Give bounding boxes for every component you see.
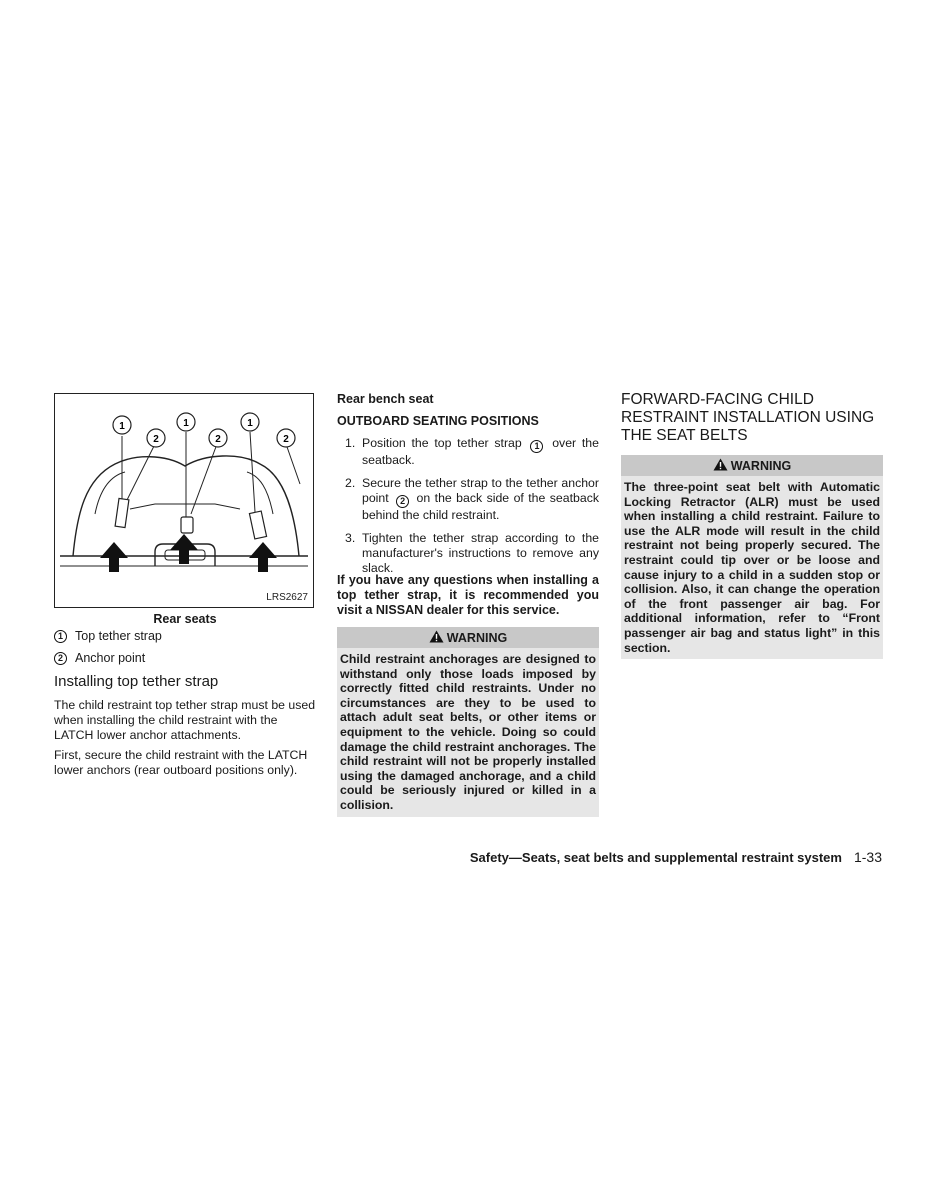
subheading-rear-bench-seat: Rear bench seat <box>337 392 434 406</box>
legend-label: Anchor point <box>75 651 146 665</box>
number-1-icon: 1 <box>54 630 67 643</box>
step-item: 2. Secure the tether strap to the tether anchor point 2 on the back side of the seatback behind the child restraint. <box>345 476 600 522</box>
section-heading-installing-tether: Installing top tether strap <box>54 673 219 690</box>
legend-label: Top tether strap <box>75 629 162 643</box>
rear-seats-figure <box>54 393 314 608</box>
warning-text: Child restraint anchorages are designed to withstand only those loads imposed by correctly fitted child restraints. Under no circumstances are they to be used to attach adult seat belts, or other items or equipment to the vehicle. Doing so could damage the child restraint anchorages. The child restraint will not be properly installed using the damaged anchorage, and a child could be seriously injured or killed in a collision. <box>340 652 596 812</box>
warning-header <box>337 627 599 648</box>
warning-text: The three-point seat belt with Automatic Locking Retractor (ALR) must be used when installing a child restraint. Failure to use the ALR mode will result in the child restraint not being properly secured. The restraint could tip over or be loose and cause injury to a child in a sudden stop or collision. Also, it can change the operation of the front passenger air bag. For additional information, refer to “Front passenger air bag and status light” in this section. <box>624 480 880 655</box>
callout-1-right: 1 <box>247 418 253 429</box>
warning-title: WARNING <box>446 630 508 645</box>
number-2-icon: 2 <box>54 652 67 665</box>
paragraph: The child restraint top tether strap must be used when installing the child restraint with the LATCH lower anchor attachments. <box>54 698 316 742</box>
up-arrow-icon <box>100 542 128 572</box>
number-1-icon: 1 <box>530 440 543 453</box>
warning-triangle-icon <box>713 458 728 474</box>
warning-title: WARNING <box>730 458 792 473</box>
section-heading-forward-facing: FORWARD-FACING CHILD RESTRAINT INSTALLATION USING THE SEAT BELTS <box>621 391 875 444</box>
dealer-note: If you have any questions when installing a top tether strap, it is recommended you visit a NISSAN dealer for this service. <box>337 573 599 617</box>
legend-item-top-tether <box>54 629 162 643</box>
warning-triangle-icon <box>429 630 444 646</box>
warning-header <box>621 455 883 476</box>
up-arrow-icon <box>249 542 277 572</box>
step-item: 1. Position the top tether strap 1 over the seatback. <box>345 436 599 467</box>
page-number: 1-33 <box>853 849 882 865</box>
number-2-icon: 2 <box>396 495 409 508</box>
callout-1-center: 1 <box>183 418 189 429</box>
subheading-outboard-positions: OUTBOARD SEATING POSITIONS <box>337 414 539 428</box>
instruction-steps <box>337 436 599 584</box>
page-footer <box>470 849 882 865</box>
rear-seats-illustration <box>55 394 313 607</box>
warning-box-alr <box>621 455 883 659</box>
step-item: 3. Tighten the tether strap according to the manufacturer's instructions to remove any slack. <box>345 531 599 575</box>
legend-item-anchor-point <box>54 651 145 665</box>
footer-section-title: Safety—Seats, seat belts and supplemental restraint system <box>469 850 842 865</box>
paragraph: First, secure the child restraint with the LATCH lower anchors (rear outboard positions only). <box>54 748 308 777</box>
warning-box-anchorages <box>337 627 599 817</box>
figure-code: LRS2627 <box>266 592 308 603</box>
callout-2-right: 2 <box>283 434 289 445</box>
callout-2-left: 2 <box>153 434 159 445</box>
callout-1-left: 1 <box>119 421 125 432</box>
figure-caption: Rear seats <box>153 612 217 626</box>
callout-2-center: 2 <box>215 434 221 445</box>
